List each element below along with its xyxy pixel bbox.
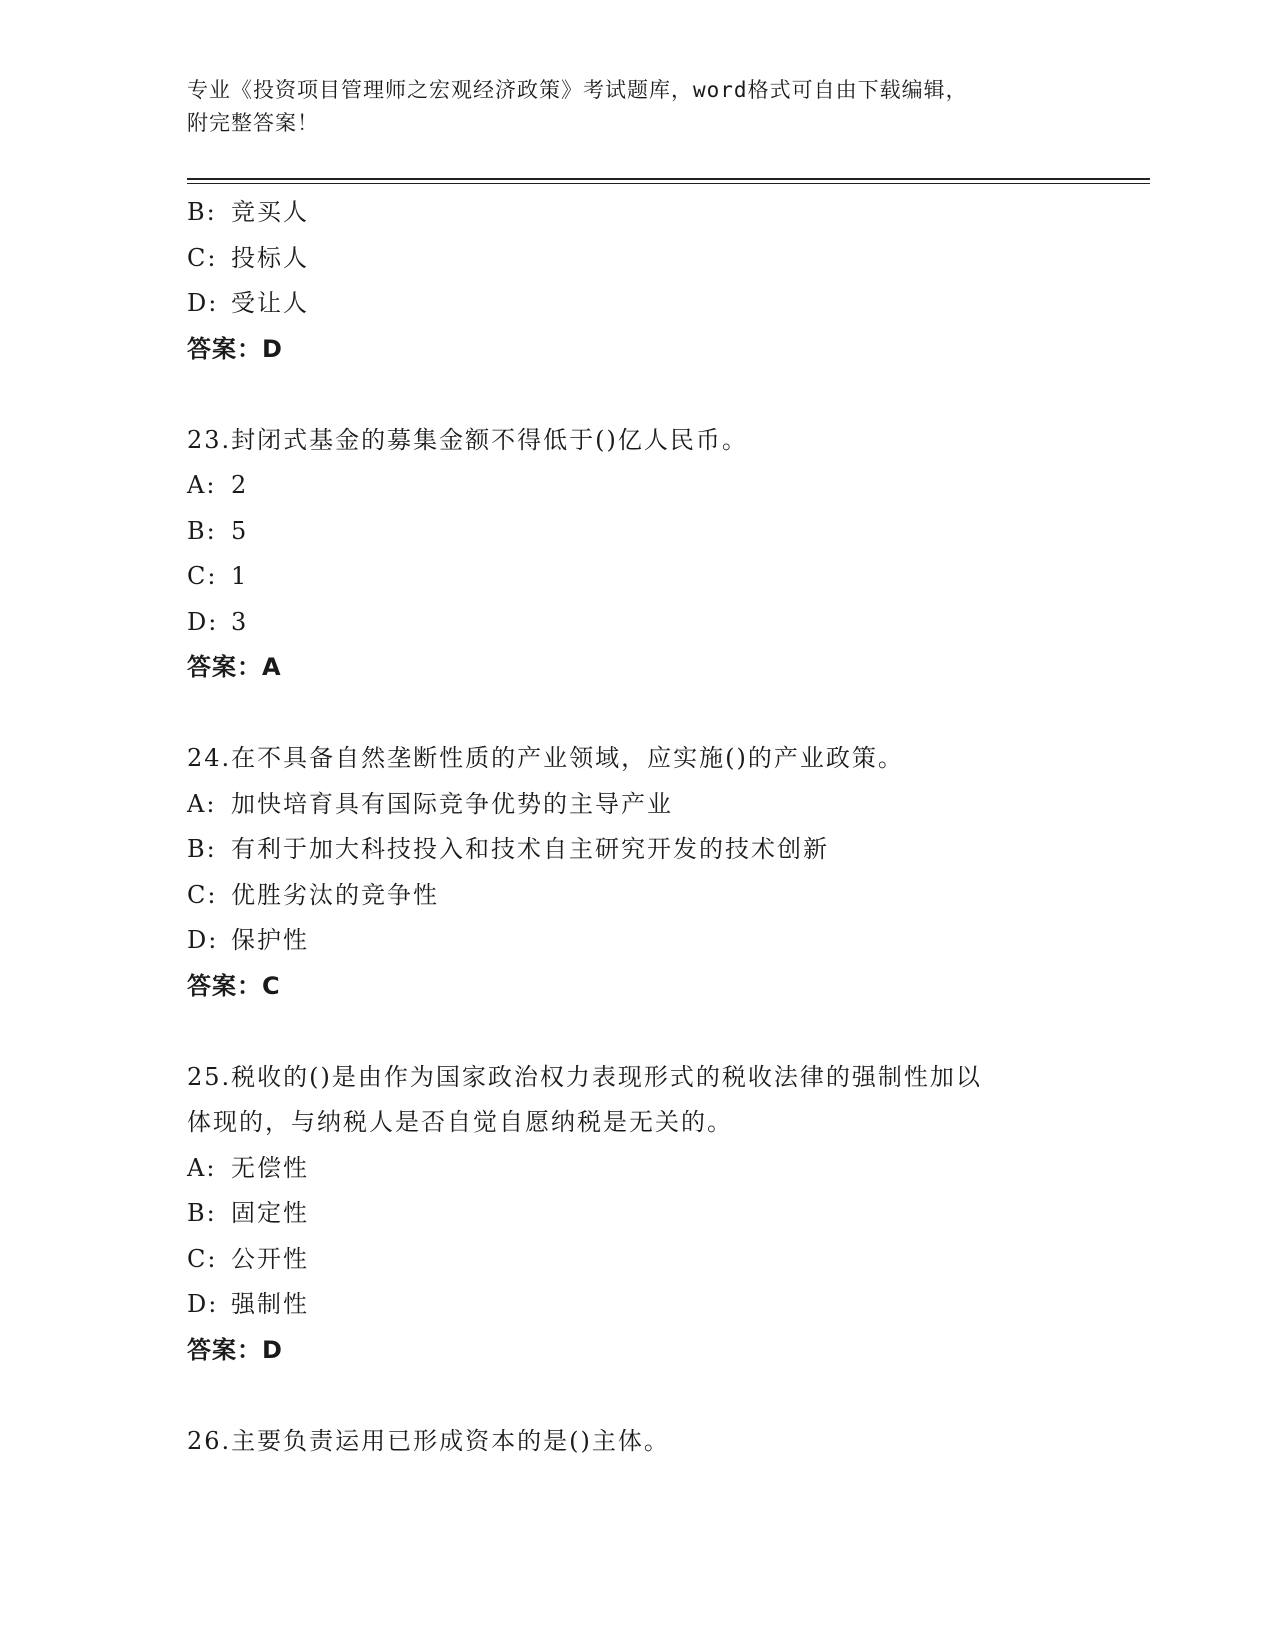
question-22-block <box>187 190 1107 372</box>
option-text: 受让人 <box>231 289 309 317</box>
option-text: 无偿性 <box>231 1153 309 1182</box>
question-text: 24.在不具备自然垄断性质的产业领域，应实施()的产业政策。 <box>187 744 904 772</box>
answer-line: 答案：D <box>187 1335 283 1364</box>
option-d <box>187 1282 1107 1328</box>
question-26-block <box>187 1419 1107 1465</box>
spacer <box>187 1373 1107 1419</box>
option-c <box>187 1237 1107 1283</box>
option-b <box>187 1191 1107 1237</box>
option-text: 固定性 <box>231 1199 309 1227</box>
question-25-block <box>187 1055 1107 1374</box>
option-text: 投标人 <box>231 243 309 272</box>
spacer <box>187 691 1107 737</box>
answer-line: 答案：C <box>187 971 281 1000</box>
option-letter: D: <box>187 607 219 636</box>
option-text: 优胜劣汰的竞争性 <box>231 880 439 909</box>
option-text: 强制性 <box>231 1290 309 1318</box>
option-d <box>187 600 1107 646</box>
question-24-block <box>187 736 1107 1009</box>
option-text: 1 <box>231 562 249 590</box>
option-letter: D: <box>187 289 219 317</box>
option-letter: C: <box>187 1244 218 1273</box>
option-letter: D: <box>187 926 219 954</box>
option-letter: D: <box>187 1290 219 1318</box>
option-letter: B: <box>187 198 217 226</box>
option-letter: B: <box>187 516 217 545</box>
header-line-2: 附完整答案！ <box>187 111 319 135</box>
option-letter: C: <box>187 562 218 590</box>
option-letter: A: <box>187 1153 217 1182</box>
option-letter: C: <box>187 880 218 909</box>
option-letter: B: <box>187 1199 217 1227</box>
option-c <box>187 873 1107 919</box>
option-a <box>187 463 1107 509</box>
question-23-block <box>187 418 1107 691</box>
question-text: 23.封闭式基金的募集金额不得低于()亿人民币。 <box>187 425 748 454</box>
option-c <box>187 554 1107 600</box>
option-letter: A: <box>187 471 217 499</box>
option-text: 加快培育具有国际竞争优势的主导产业 <box>231 789 673 818</box>
option-c <box>187 236 1107 282</box>
question-text-line-2: 体现的，与纳税人是否自觉自愿纳税是无关的。 <box>187 1108 733 1136</box>
question-text-line-1: 25.税收的()是由作为国家政治权力表现形式的税收法律的强制性加以 <box>187 1062 982 1091</box>
option-a <box>187 782 1107 828</box>
option-text: 5 <box>231 516 249 545</box>
header-line-1: 专业《投资项目管理师之宏观经济政策》考试题库，word格式可自由下载编辑， <box>187 78 968 102</box>
option-text: 3 <box>231 607 249 636</box>
option-b <box>187 190 1107 236</box>
header-divider-thin <box>187 183 1150 184</box>
answer-line: 答案：D <box>187 334 283 363</box>
option-letter: B: <box>187 835 217 863</box>
option-d <box>187 281 1107 327</box>
option-a <box>187 1146 1107 1192</box>
option-b <box>187 509 1107 555</box>
spacer <box>187 372 1107 418</box>
option-text: 保护性 <box>231 926 309 954</box>
question-text: 26.主要负责运用已形成资本的是()主体。 <box>187 1426 670 1455</box>
option-d <box>187 918 1107 964</box>
answer-line: 答案：A <box>187 653 282 681</box>
option-text: 有利于加大科技投入和技术自主研究开发的技术创新 <box>231 835 829 863</box>
question-content <box>187 190 1107 1464</box>
option-letter: C: <box>187 243 218 272</box>
option-text: 公开性 <box>231 1244 309 1273</box>
option-b <box>187 827 1107 873</box>
spacer <box>187 1009 1107 1055</box>
document-header <box>187 74 1087 140</box>
option-text: 竞买人 <box>231 198 309 226</box>
header-divider-thick <box>187 178 1150 180</box>
option-letter: A: <box>187 789 217 818</box>
option-text: 2 <box>231 471 249 499</box>
